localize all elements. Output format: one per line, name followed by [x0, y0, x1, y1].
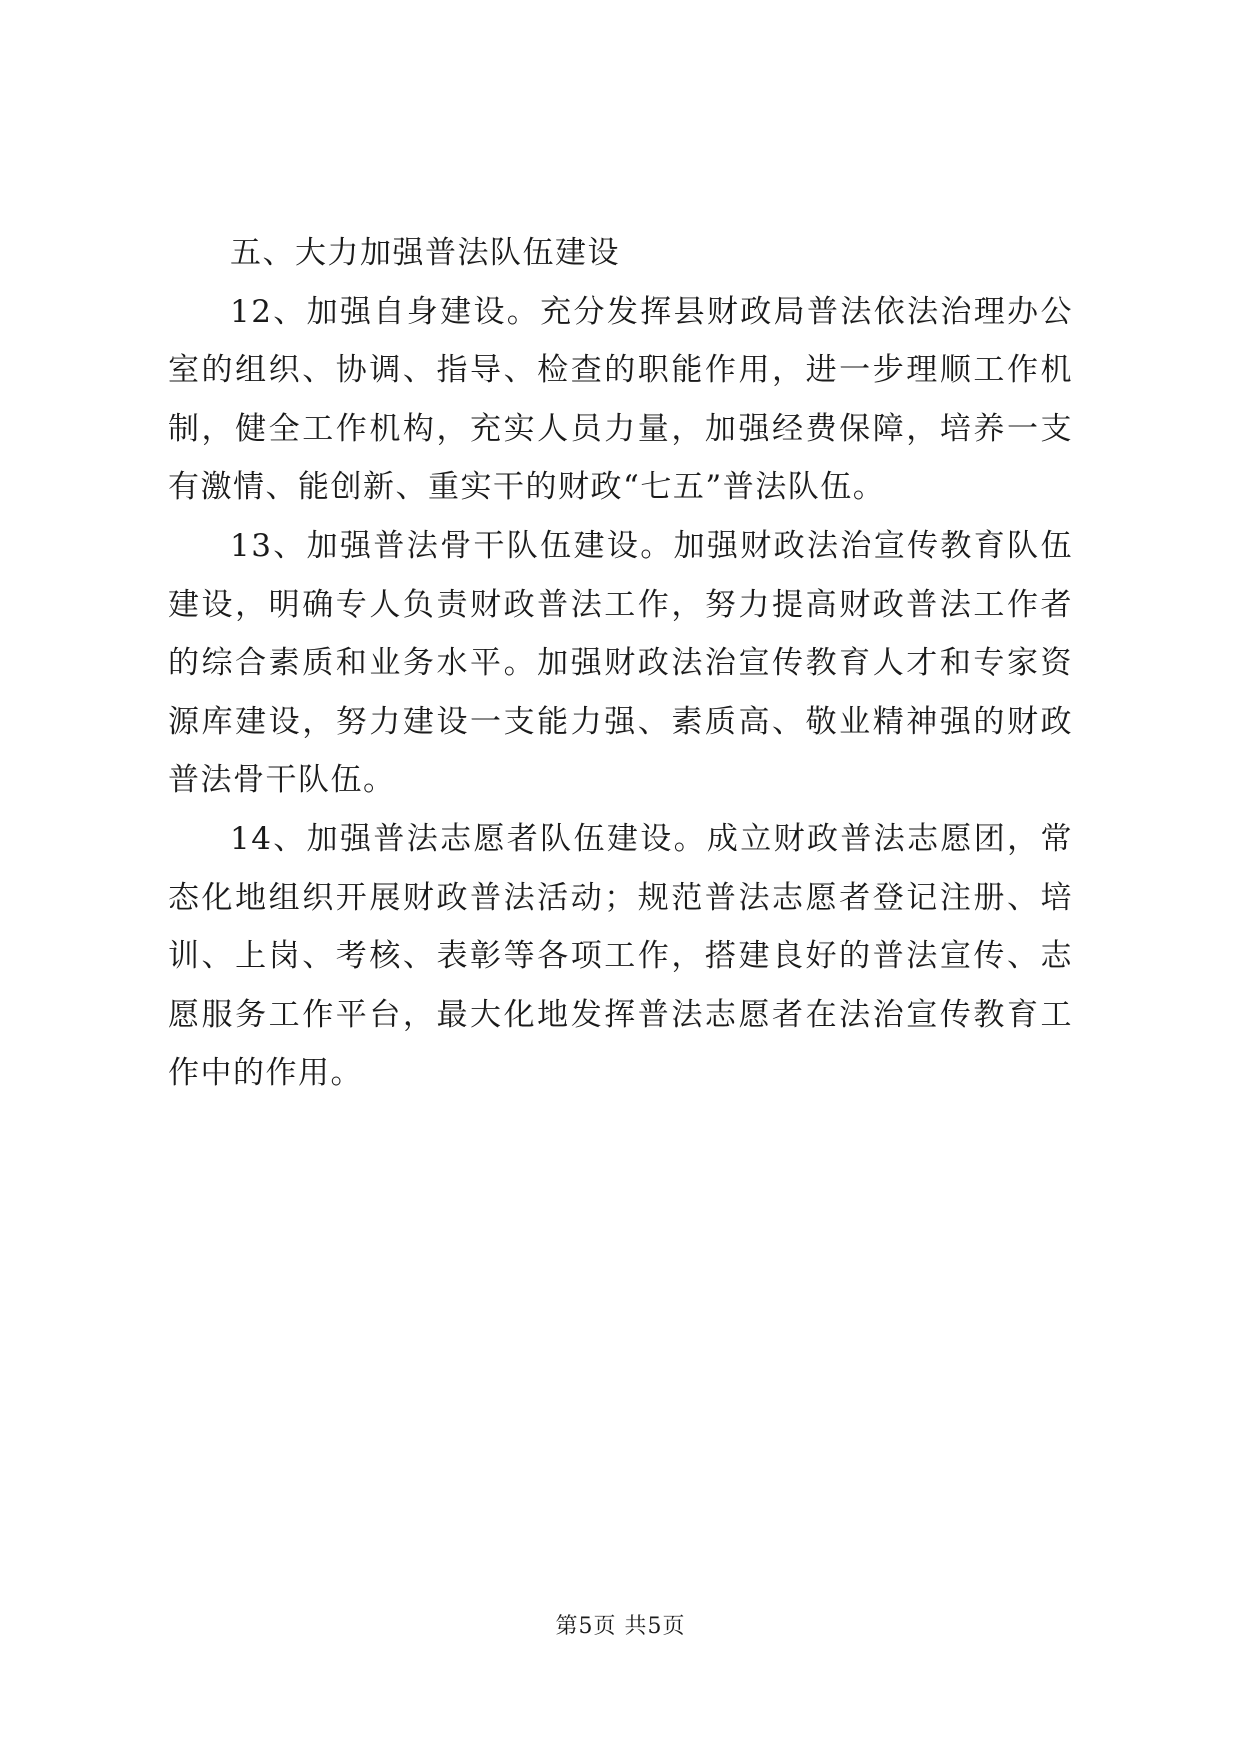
- paragraph-14: 14、加强普法志愿者队伍建设。成立财政普法志愿团，常态化地组织开展财政普法活动；规范普法志愿者登记注册、培训、上岗、考核、表彰等各项工作，搭建良好的普法宣传、志愿服务工作平台，最大化地发挥普法志愿者在法治宣传教育工作中的作用。: [168, 820, 1073, 1092]
- paragraph-13: 13、加强普法骨干队伍建设。加强财政法治宣传教育队伍建设，明确专人负责财政普法工作，努力提高财政普法工作者的综合素质和业务水平。加强财政法治宣传教育人才和专家资源库建设，努力建设一支能力强、素质高、敬业精神强的财政普法骨干队伍。: [168, 527, 1073, 799]
- section-heading: 五、大力加强普法队伍建设: [230, 235, 620, 271]
- page-footer: 第5页 共5页: [555, 1614, 686, 1639]
- paragraph-12: 12、加强自身建设。充分发挥县财政局普法依法治理办公室的组织、协调、指导、检查的职能作用，进一步理顺工作机制，健全工作机构，充实人员力量，加强经费保障，培养一支有激情、能创新、重实干的财政“七五”普法队伍。: [168, 293, 1073, 506]
- document-body: [168, 224, 1073, 1103]
